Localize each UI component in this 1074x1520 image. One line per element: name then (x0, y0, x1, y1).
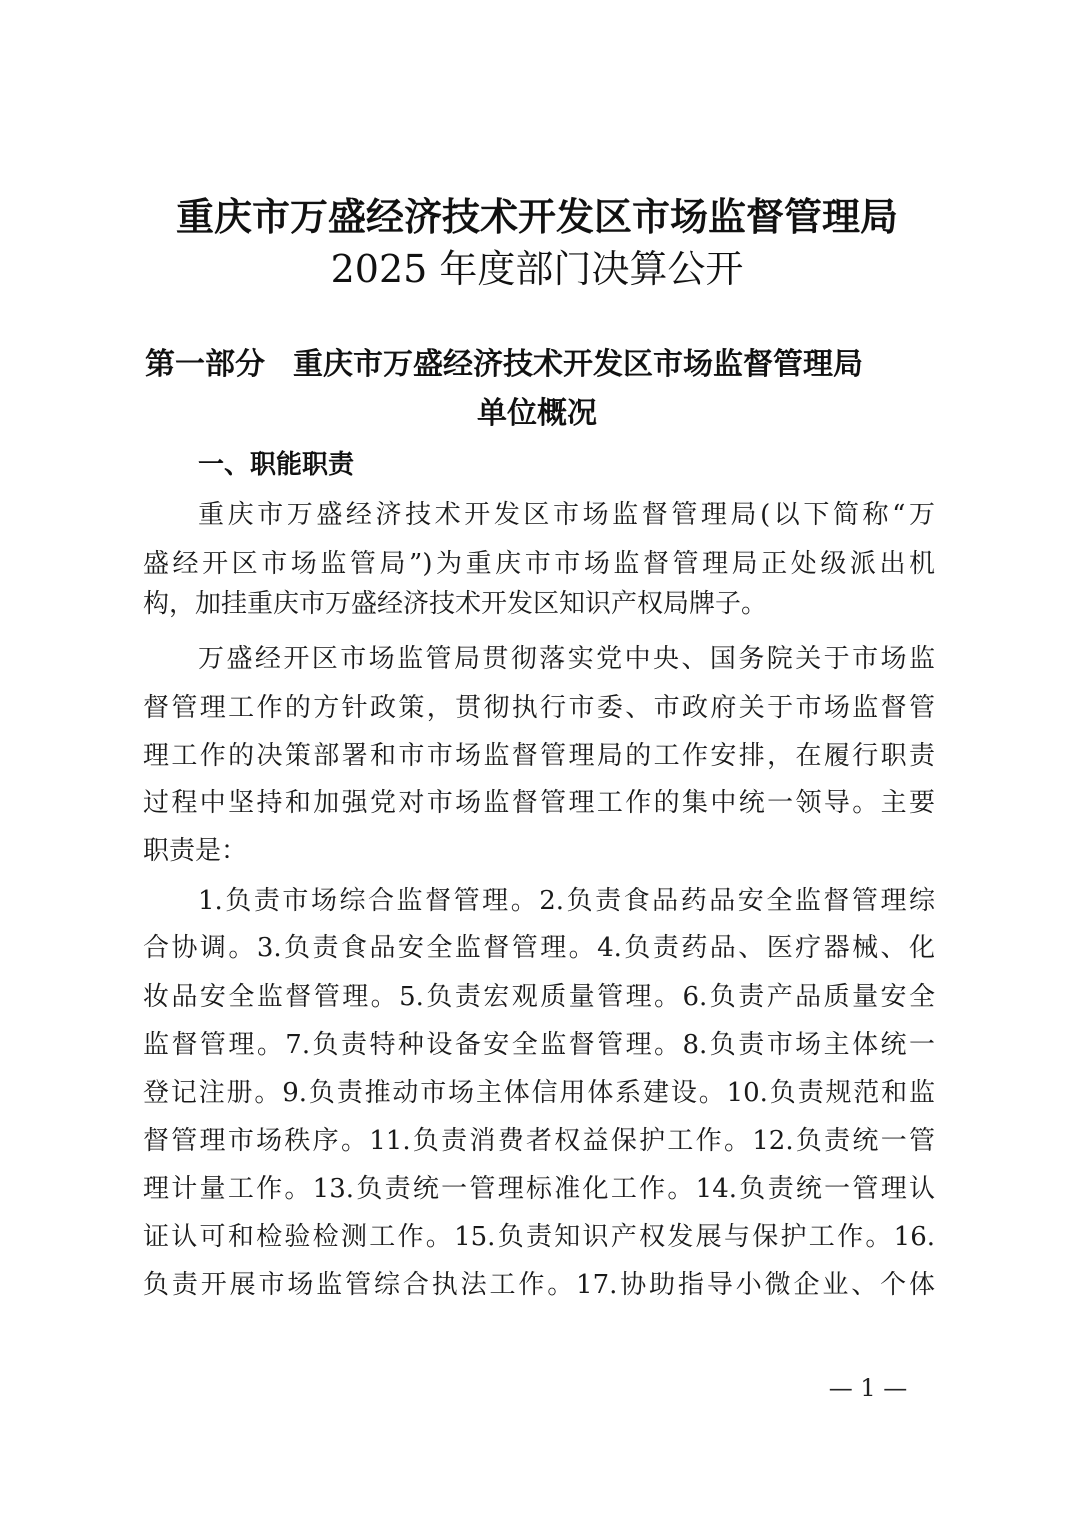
paragraph3-line3: 妆品安全监督管理。5.负责宏观质量管理。6.负责产品质量安全 (143, 982, 935, 1012)
paragraph2-line5: 职责是： (143, 836, 248, 866)
page-number: — 1 — (828, 1374, 908, 1402)
paragraph2-line1: 万盛经开区市场监管局贯彻落实党中央、国务院关于市场监 (198, 644, 935, 674)
paragraph1-line3: 构，加挂重庆市万盛经济技术开发区知识产权局牌子。 (143, 589, 768, 619)
section-heading: 一、职能职责 (198, 450, 355, 480)
part-heading (145, 340, 935, 390)
part-heading-text: 重庆市万盛经济技术开发区市场监督管理局 (293, 347, 863, 382)
paragraph3-line6: 督管理市场秩序。11.负责消费者权益保护工作。12.负责统一管 (143, 1126, 935, 1156)
document-title-line2: 2025 年度部门决算公开 (330, 247, 744, 291)
document-title-line1: 重庆市万盛经济技术开发区市场监督管理局 (175, 194, 898, 239)
paragraph2-line2: 督管理工作的方针政策，贯彻执行市委、市政府关于市场监督管 (143, 693, 935, 723)
paragraph3-line1: 1.负责市场综合监督管理。2.负责食品药品安全监督管理综 (198, 886, 935, 916)
paragraph3-line8: 证认可和检验检测工作。15.负责知识产权发展与保护工作。16. (143, 1222, 935, 1252)
paragraph3-line4: 监督管理。7.负责特种设备安全监督管理。8.负责市场主体统一 (143, 1030, 935, 1060)
paragraph1-line1: 重庆市万盛经济技术开发区市场监督管理局(以下简称“万 (198, 500, 935, 530)
paragraph3-line7: 理计量工作。13.负责统一管理标准化工作。14.负责统一管理认 (143, 1174, 935, 1204)
part-heading-line2: 单位概况 (477, 396, 597, 431)
paragraph2-line4: 过程中坚持和加强党对市场监督管理工作的集中统一领导。主要 (143, 788, 935, 818)
paragraph3-line9: 负责开展市场监管综合执法工作。17.协助指导小微企业、个体 (143, 1270, 935, 1300)
paragraph3-line2: 合协调。3.负责食品安全监督管理。4.负责药品、医疗器械、化 (143, 933, 935, 963)
paragraph1-line2: 盛经开区市场监管局”)为重庆市市场监督管理局正处级派出机 (143, 549, 935, 579)
paragraph2-line3: 理工作的决策部署和市市场监督管理局的工作安排，在履行职责 (143, 741, 935, 771)
paragraph3-line5: 登记注册。9.负责推动市场主体信用体系建设。10.负责规范和监 (143, 1078, 935, 1108)
part-heading-label: 第一部分 (145, 347, 265, 382)
